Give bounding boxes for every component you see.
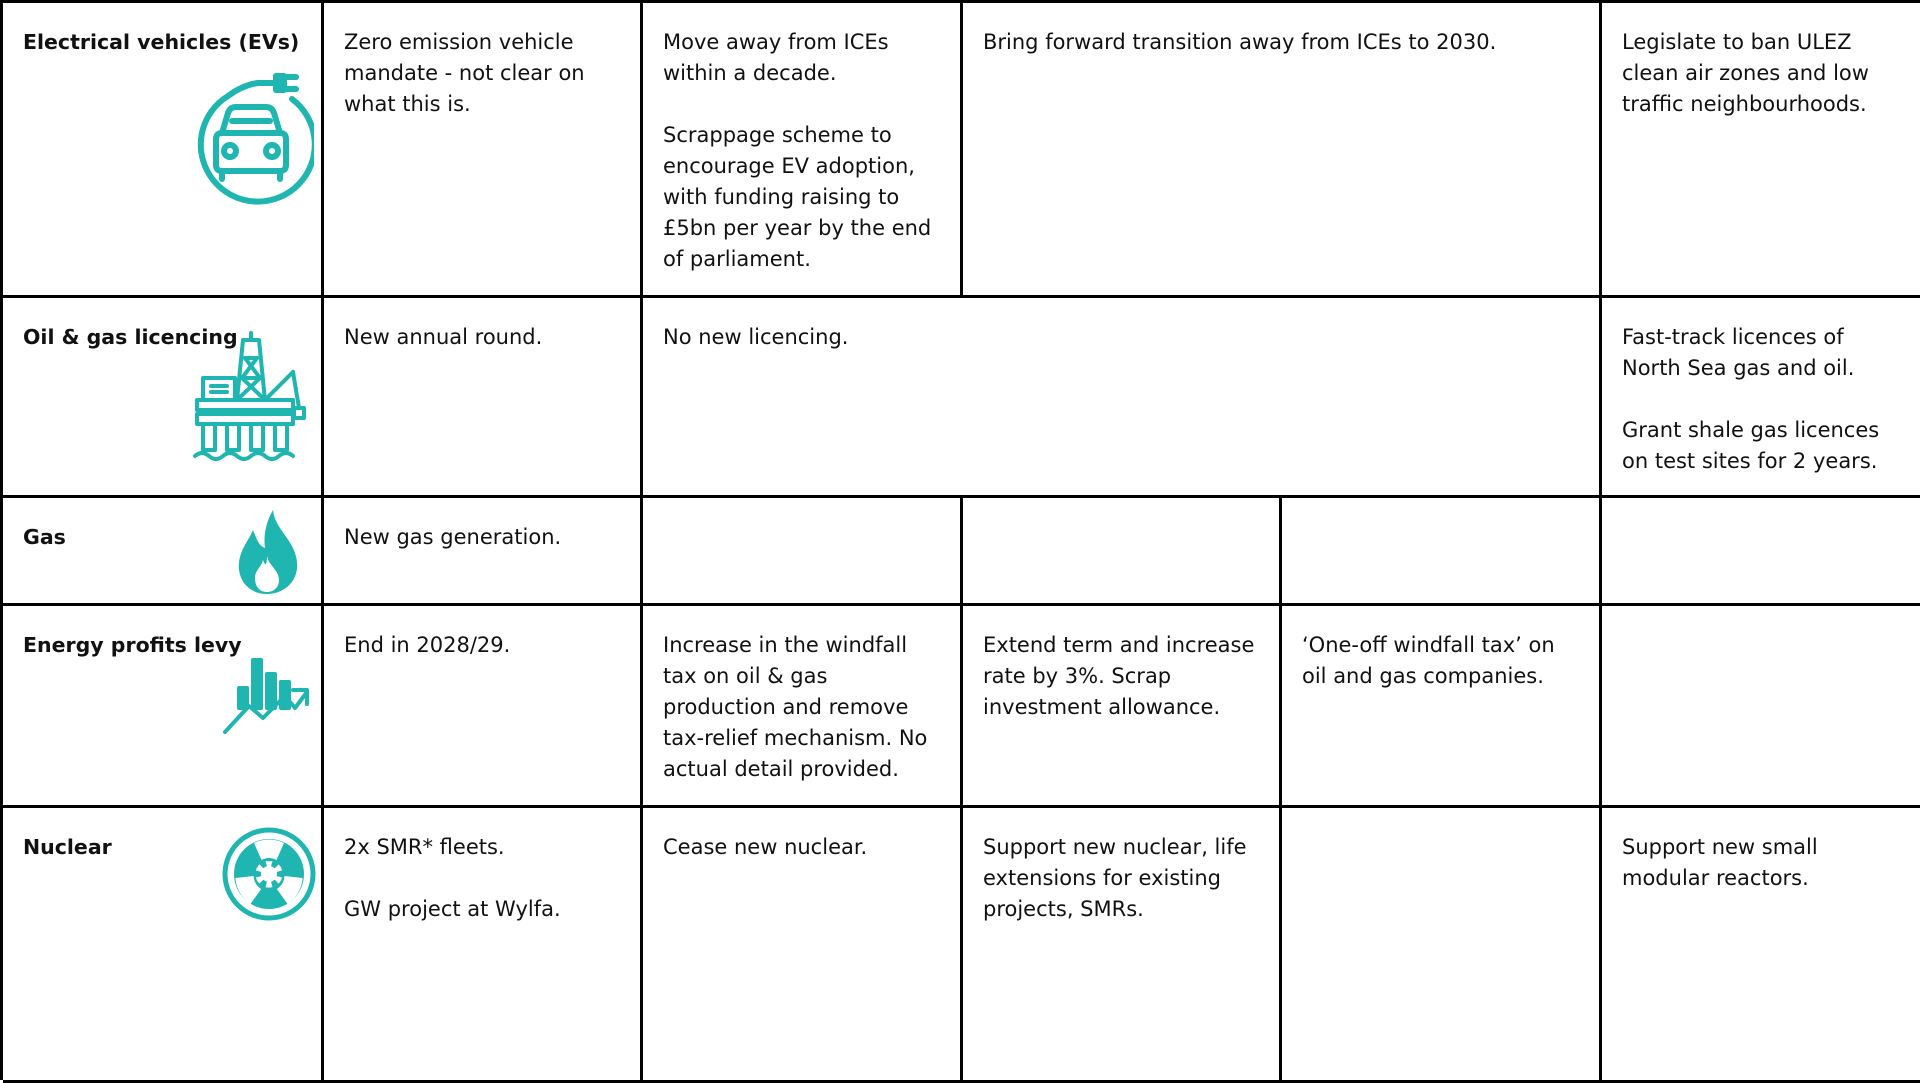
cell-text: Cease new nuclear. xyxy=(663,835,868,859)
cell-text: Extend term and increase rate by 3%. Scrap investment allowance. xyxy=(983,633,1255,719)
cell-text: Zero emission vehicle mandate - not clear on what this is. xyxy=(344,30,585,116)
cell-text: GW project at Wylfa. xyxy=(344,897,561,921)
cell-text: Grant shale gas licences on test sites for 2 years. xyxy=(1622,418,1880,473)
row-header-nuclear xyxy=(3,808,324,1083)
cell-gas-4 xyxy=(1282,498,1602,606)
cell-text: ‘One-off windfall tax’ on oil and gas companies. xyxy=(1302,633,1555,688)
row-header-oil-gas-licencing xyxy=(3,298,324,498)
cell-oil-gas-1 xyxy=(324,298,643,498)
cell-epl-1 xyxy=(324,606,643,808)
row-title: Oil & gas licencing xyxy=(23,325,238,349)
cell-oil-gas-3 xyxy=(1602,298,1920,498)
row-header-gas xyxy=(3,498,324,606)
cell-text: New annual round. xyxy=(344,325,543,349)
cell-text: Support new nuclear, life extensions for existing projects, SMRs. xyxy=(983,835,1247,921)
row-title: Nuclear xyxy=(23,835,112,859)
cell-epl-2 xyxy=(643,606,963,808)
cell-epl-5 xyxy=(1602,606,1920,808)
cell-text: End in 2028/29. xyxy=(344,633,511,657)
cell-epl-4 xyxy=(1282,606,1602,808)
cell-text: 2x SMR* fleets. xyxy=(344,835,505,859)
cell-text: Scrappage scheme to encourage EV adoption, with funding raising to £5bn per year by the end of parliament. xyxy=(663,123,932,271)
cell-evs-4 xyxy=(1602,3,1920,298)
oil-rig-icon xyxy=(193,328,308,468)
cell-gas-1 xyxy=(324,498,643,606)
cell-oil-gas-2 xyxy=(643,298,1602,498)
cell-text: Support new small modular reactors. xyxy=(1622,835,1818,890)
cell-evs-2 xyxy=(643,3,963,298)
cell-text: Move away from ICEs within a decade. xyxy=(663,30,889,85)
cell-gas-2 xyxy=(643,498,963,606)
cell-gas-5 xyxy=(1602,498,1920,606)
bar-chart-trend-icon xyxy=(221,656,313,738)
cell-nuclear-2 xyxy=(643,808,963,1083)
cell-epl-3 xyxy=(963,606,1282,808)
radiation-icon xyxy=(221,826,317,922)
cell-text: New gas generation. xyxy=(344,525,562,549)
cell-text: Increase in the windfall tax on oil & gas production and remove tax-relief mechanism. No actual detail provided. xyxy=(663,633,928,781)
cell-nuclear-1 xyxy=(324,808,643,1083)
cell-gas-3 xyxy=(963,498,1282,606)
row-header-energy-profits-levy xyxy=(3,606,324,808)
row-title: Electrical vehicles (EVs) xyxy=(23,30,300,54)
cell-text: Fast-track licences of North Sea gas and oil. xyxy=(1622,325,1855,380)
cell-text: Legislate to ban ULEZ clean air zones and low traffic neighbourhoods. xyxy=(1622,30,1869,116)
row-header-evs xyxy=(3,3,324,298)
ev-car-plug-icon xyxy=(188,63,314,205)
cell-nuclear-3 xyxy=(963,808,1282,1083)
cell-text: No new licencing. xyxy=(663,325,849,349)
cell-evs-1 xyxy=(324,3,643,298)
cell-nuclear-4 xyxy=(1282,808,1602,1083)
row-title: Gas xyxy=(23,525,66,549)
cell-text: Bring forward transition away from ICEs to 2030. xyxy=(983,30,1497,54)
flame-icon xyxy=(233,508,303,596)
cell-evs-3 xyxy=(963,3,1602,298)
cell-nuclear-5 xyxy=(1602,808,1920,1083)
row-title: Energy profits levy xyxy=(23,633,242,657)
